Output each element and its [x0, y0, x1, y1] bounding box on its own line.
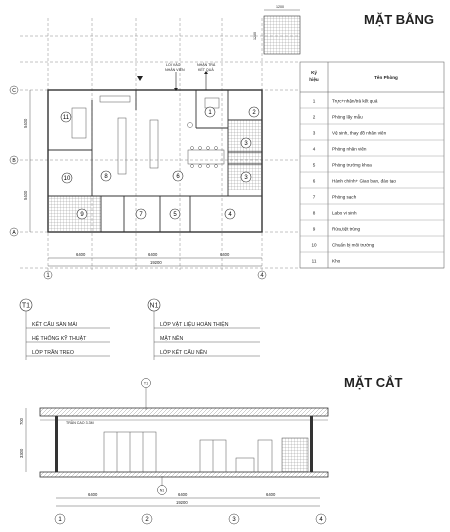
- room-bubble: [241, 138, 251, 148]
- section-title: MẶT CẮT: [344, 375, 403, 390]
- ceiling-note: TRẦN CAO 3.3M: [66, 421, 94, 425]
- note-t1: [20, 299, 110, 360]
- entry-arrows: [137, 71, 208, 91]
- svg-text:2: 2: [252, 110, 256, 117]
- table-cell-name: Hành chính+ Giao ban, đào tạo: [332, 178, 396, 184]
- bottom-dim-2: 6400: [148, 252, 158, 257]
- section-marker-n1: N1: [159, 488, 165, 493]
- svg-text:1: 1: [208, 110, 212, 117]
- table-row: [300, 259, 444, 269]
- section-bottom-dims: [55, 492, 326, 524]
- table-cell-name: Phòng trưởng khoa: [332, 162, 372, 168]
- result-label-1: NHẬN TRẢ: [197, 63, 216, 67]
- plan-title: MẶT BẰNG: [364, 12, 435, 27]
- room-table: [300, 62, 444, 268]
- section-axis-2: 2: [145, 517, 149, 523]
- svg-text:3: 3: [244, 141, 248, 148]
- table-cell-no: 10: [311, 242, 317, 248]
- room-bubble: [61, 112, 71, 122]
- table-cell-no: 5: [312, 162, 316, 168]
- table-row: [300, 242, 444, 253]
- room-bubble: [241, 172, 251, 182]
- staff-entry-label-2: NHÂN VIÊN: [165, 68, 185, 72]
- svg-text:5: 5: [173, 212, 177, 219]
- table-cell-name: Phòng nhân viên: [332, 146, 367, 152]
- svg-text:4: 4: [228, 212, 232, 219]
- svg-text:3: 3: [244, 175, 248, 182]
- table-header-no-2: hiệu: [309, 77, 319, 82]
- table-row: [300, 211, 444, 221]
- col-axis-4: 4: [260, 273, 264, 279]
- table-cell-no: 6: [312, 178, 316, 184]
- total-dim: 19200: [150, 260, 162, 265]
- t1-line-1: KẾT CẤU SÀN MÁI: [32, 322, 78, 328]
- module-width-dim: 1200: [276, 5, 284, 9]
- table-row: [300, 179, 444, 189]
- row-axes: [10, 86, 18, 236]
- plan-left-dims: [23, 90, 30, 232]
- table-header-name: Tên Phòng: [374, 75, 398, 80]
- section-axis-3: 3: [232, 517, 236, 523]
- table-cell-no: 7: [312, 194, 316, 200]
- table-cell-no: 11: [311, 258, 317, 264]
- result-label-2: KẾT QUẢ: [198, 68, 214, 72]
- table-row: [300, 99, 444, 109]
- n1-line-1: LỚP VẬT LIỆU HOÀN THIỆN: [160, 322, 229, 328]
- left-dim-2: 5400: [23, 190, 28, 200]
- svg-text:11: 11: [62, 115, 70, 122]
- section-total-dim: 19200: [176, 500, 188, 505]
- room-bubble: [205, 107, 215, 117]
- room-bubble: [170, 209, 180, 219]
- table-cell-name: Phòng sạch: [332, 194, 357, 200]
- table-cell-no: 1: [312, 98, 316, 104]
- room-bubble: [77, 209, 87, 219]
- section-dim-3300: 3300: [19, 448, 24, 458]
- module-height-dim: 1200: [253, 32, 257, 40]
- room-bubble: [225, 209, 235, 219]
- left-dim-1: 5400: [23, 118, 28, 128]
- note-n1: [148, 299, 260, 360]
- col-axis-1: 1: [46, 273, 50, 279]
- room-bubble: [62, 173, 72, 183]
- t1-line-2: HỆ THỐNG KỸ THUẬT: [32, 336, 87, 342]
- section-axis-4: 4: [319, 517, 323, 523]
- table-cell-name: Labo vi sinh: [332, 210, 357, 216]
- table-row: [300, 195, 444, 205]
- table-cell-name: Chuẩn bị môi trường: [332, 242, 375, 248]
- section-dim-700: 700: [19, 418, 24, 425]
- axis-c: C: [12, 88, 16, 94]
- table-row: [300, 114, 444, 125]
- section-bottom-dim-1: 6400: [88, 492, 98, 497]
- section-axis-1: 1: [58, 517, 62, 523]
- table-row: [300, 162, 444, 173]
- section-bottom-dim-2: 6400: [178, 492, 188, 497]
- svg-text:9: 9: [80, 212, 84, 219]
- table-row: [300, 226, 444, 237]
- table-cell-name: Kho: [332, 258, 341, 264]
- svg-text:10: 10: [63, 176, 71, 183]
- module-detail: [253, 5, 300, 54]
- note-n1-tag: N1: [149, 302, 159, 310]
- plan-bottom-dims: [44, 252, 266, 279]
- t1-line-3: LỚP TRẦN TREO: [32, 350, 74, 356]
- room-bubble: [173, 171, 183, 181]
- staff-entry-label-1: LỐI VÀO: [166, 63, 181, 67]
- table-cell-name: Vệ sinh, thay đồ nhân viên: [332, 130, 387, 136]
- n1-line-3: LỚP KẾT CẤU NỀN: [160, 350, 207, 356]
- n1-line-2: MẶT NỀN: [160, 336, 184, 342]
- table-cell-no: 2: [312, 114, 316, 120]
- table-cell-no: 9: [312, 226, 316, 232]
- bottom-dim-1: 6400: [76, 252, 86, 257]
- plan-building: [48, 62, 262, 232]
- room-bubble: [136, 209, 146, 219]
- table-cell-no: 3: [312, 130, 316, 136]
- table-row: [300, 131, 444, 141]
- svg-text:7: 7: [139, 212, 143, 219]
- room-bubble: [249, 107, 259, 117]
- table-cell-name: Phòng lấy mẫu: [332, 114, 363, 120]
- table-cell-no: 4: [312, 146, 316, 152]
- svg-text:6: 6: [176, 174, 180, 181]
- axis-b: B: [12, 158, 16, 164]
- section-marker-t1: T1: [143, 381, 149, 386]
- table-cell-no: 8: [312, 210, 316, 216]
- note-t1-tag: T1: [21, 302, 31, 310]
- section-left-dims: [19, 408, 26, 472]
- axis-a: A: [12, 230, 16, 236]
- section-drawing: [40, 379, 328, 495]
- table-cell-name: Trực+nhận/trả kết quả: [332, 98, 378, 104]
- section-bottom-dim-3: 6400: [266, 492, 276, 497]
- table-row: [300, 147, 444, 157]
- bottom-dim-3: 6400: [220, 252, 230, 257]
- table-header-no-1: Ký: [311, 70, 317, 75]
- room-bubble: [101, 171, 111, 181]
- svg-text:8: 8: [104, 174, 108, 181]
- table-cell-name: Rửa,tiệt trùng: [332, 226, 361, 232]
